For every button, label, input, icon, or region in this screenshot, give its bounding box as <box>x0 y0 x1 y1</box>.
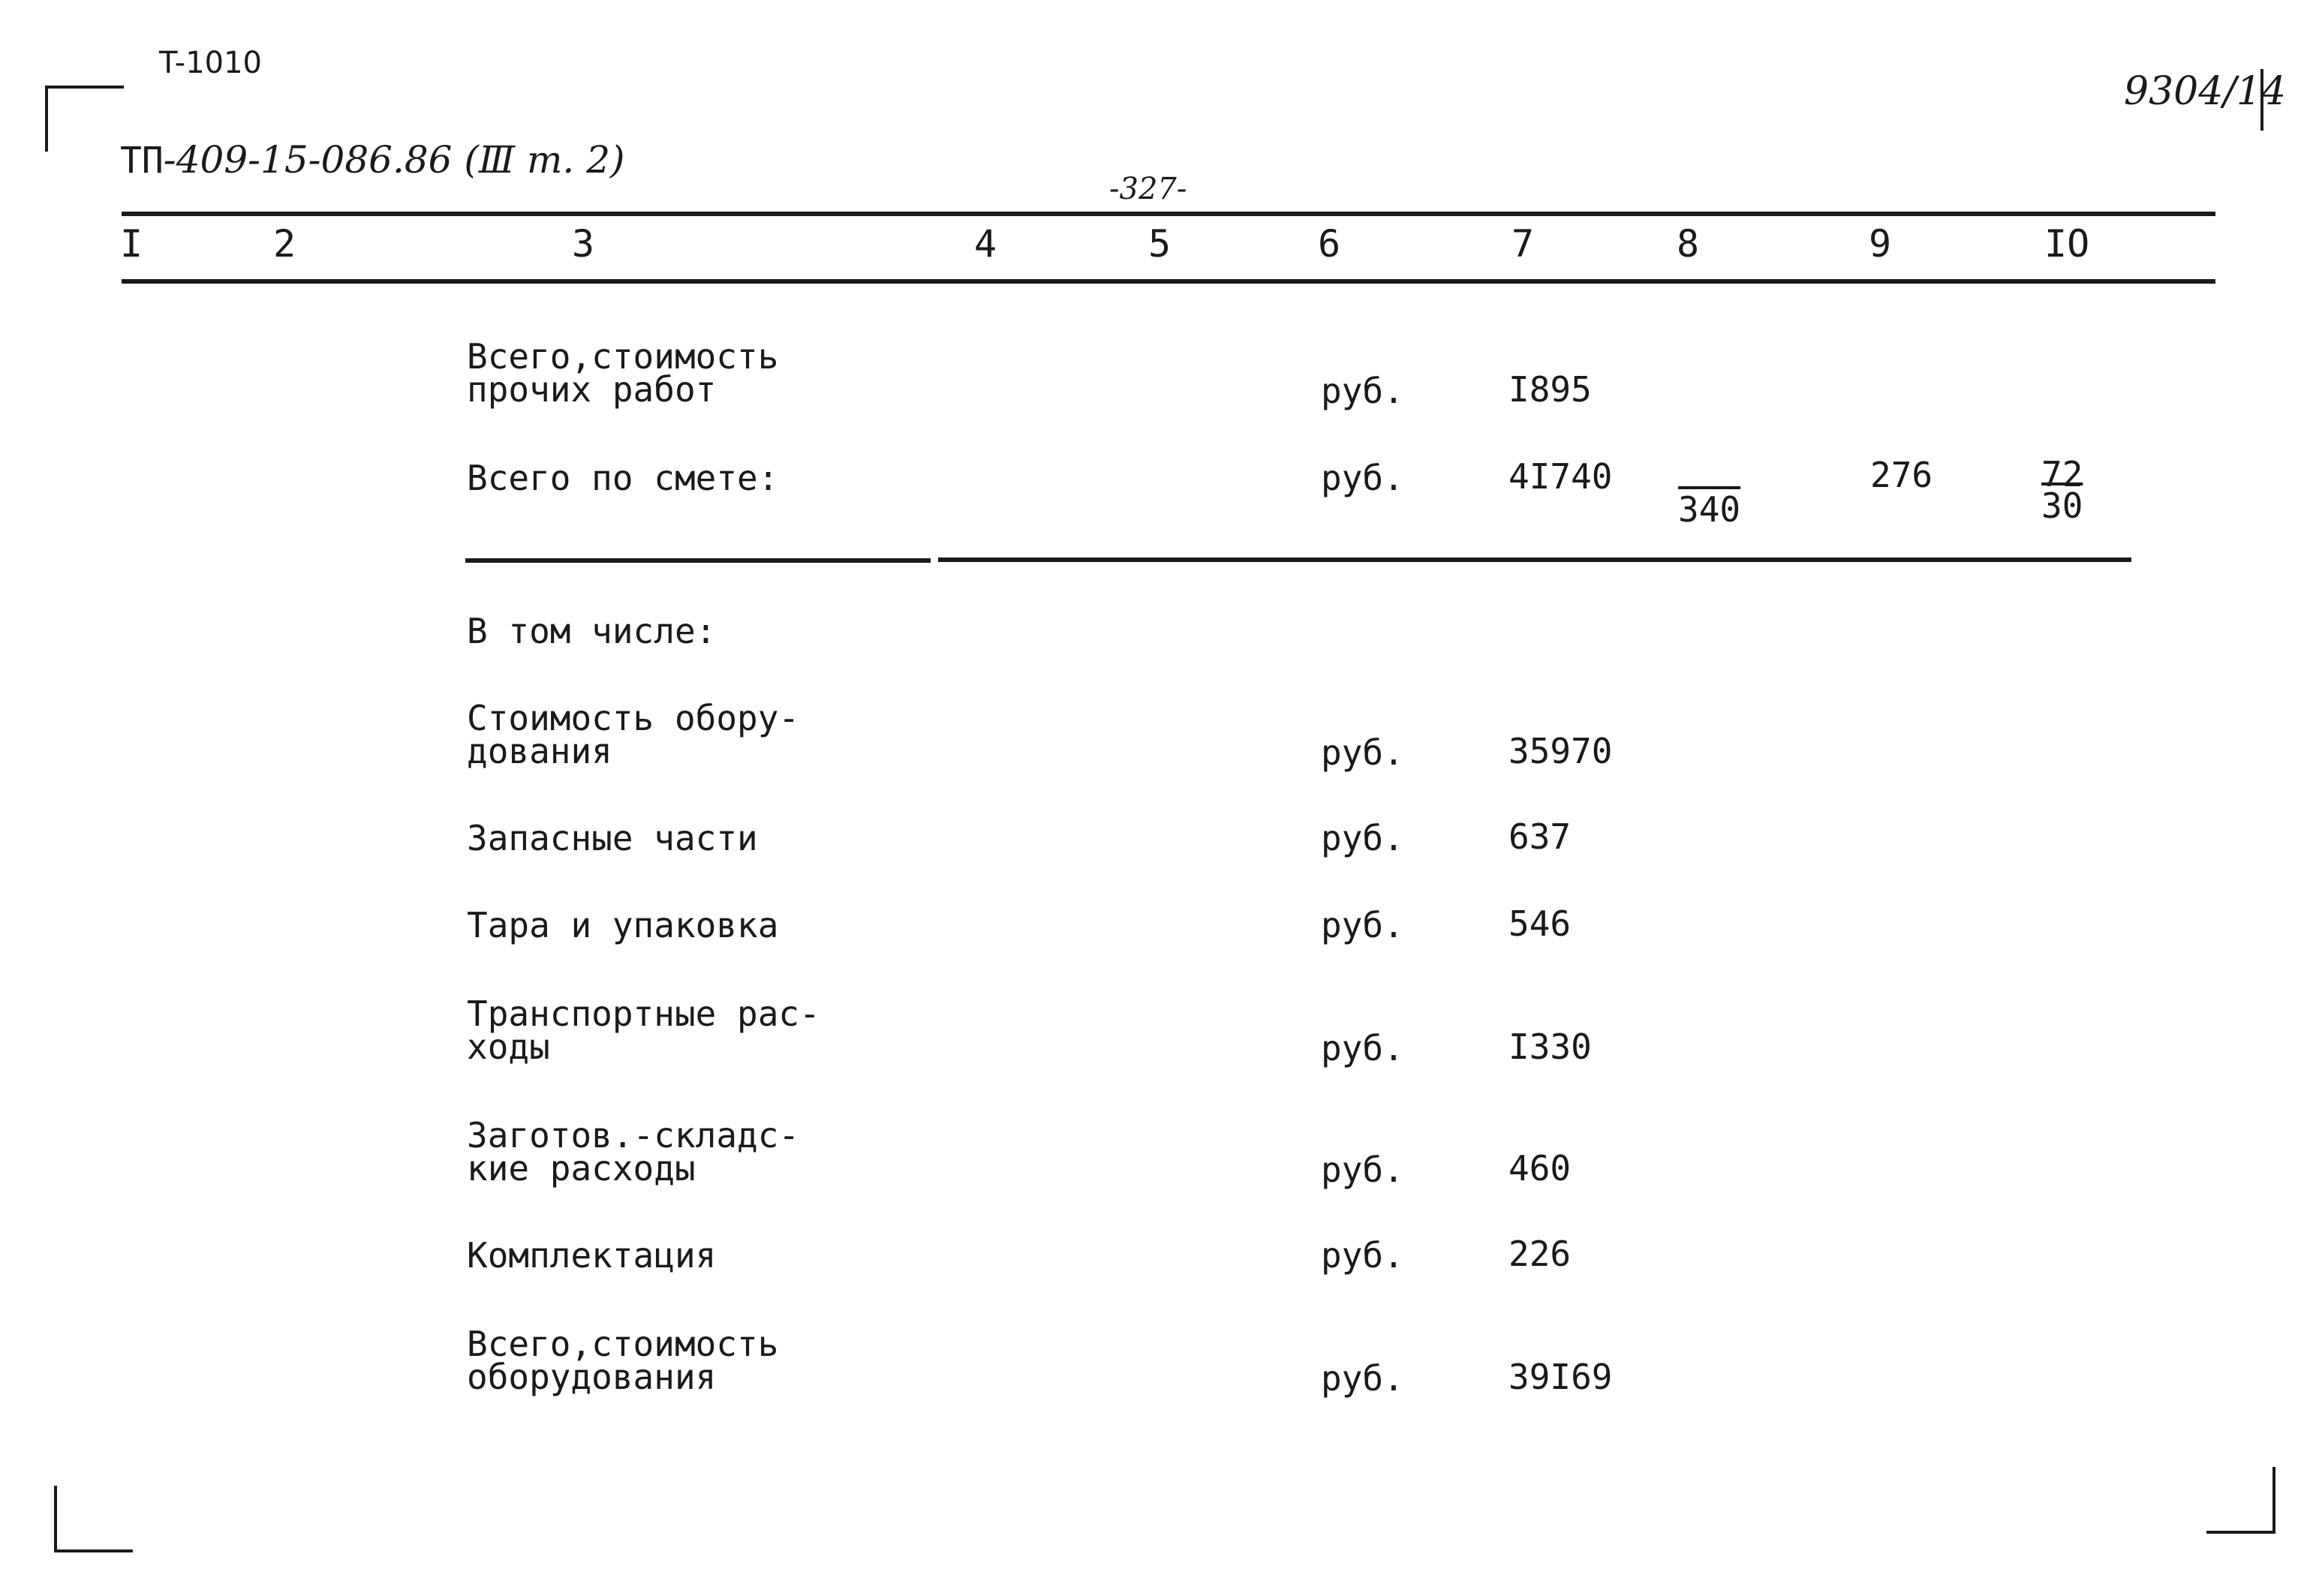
page-number: -327- <box>1109 172 1187 206</box>
row-label: Запасные части <box>467 818 758 858</box>
row-label-line2: прочих работ <box>467 369 717 410</box>
column-number-4: 4 <box>974 222 997 266</box>
row-label-line1: Транспортные рас- <box>467 993 820 1034</box>
corner-mark-top-left-h <box>45 86 124 89</box>
row-unit: руб. <box>1321 371 1404 411</box>
row-value: I895 <box>1508 369 1592 410</box>
total-separator-rule-right <box>938 558 2131 562</box>
row-value: I330 <box>1508 1026 1592 1067</box>
row-label-line1: Стоимость обору- <box>467 698 800 738</box>
row-unit: руб. <box>1321 1358 1404 1399</box>
row-label <box>467 336 779 410</box>
row-col10-denominator: 30 <box>2041 485 2083 526</box>
project-number-handwritten: -409-15-086.86 (Ⅲ т. 2) <box>163 138 625 182</box>
row-unit: руб. <box>1321 1028 1404 1069</box>
project-prefix: ТП <box>120 140 164 182</box>
row-unit: руб. <box>1321 732 1404 773</box>
section-heading: В том числе: <box>467 611 717 651</box>
column-number-10: IO <box>2044 222 2090 266</box>
row-label <box>467 1115 800 1189</box>
row-unit: руб. <box>1321 1235 1404 1276</box>
row-value: 460 <box>1508 1148 1572 1189</box>
row-value: 39I69 <box>1508 1357 1613 1397</box>
column-number-3: 3 <box>572 222 595 266</box>
row-label-line1: Всего,стоимость <box>467 336 779 377</box>
row-col9-value: 276 <box>1870 455 1933 495</box>
row-label <box>467 993 820 1067</box>
archive-number: 9304/14 <box>2124 69 2287 114</box>
row-label-line1: Всего,стоимость <box>467 1324 779 1364</box>
row-unit: руб. <box>1321 458 1404 498</box>
row-label-line2: ходы <box>467 1026 550 1067</box>
row-col8-value: 340 <box>1678 489 1741 530</box>
corner-mark-bottom-right-h <box>2206 1531 2275 1534</box>
column-number-7: 7 <box>1511 222 1535 266</box>
row-value: 35970 <box>1508 731 1613 771</box>
total-separator-rule-left <box>465 558 931 563</box>
row-unit: руб. <box>1321 818 1404 858</box>
column-number-8: 8 <box>1677 222 1700 266</box>
corner-mark-bottom-left-v <box>54 1486 57 1552</box>
row-label: Комплектация <box>467 1235 717 1276</box>
row-unit: руб. <box>1321 1150 1404 1190</box>
project-code <box>120 138 625 182</box>
row-unit: руб. <box>1321 905 1404 945</box>
row-value: 226 <box>1508 1234 1572 1274</box>
row-value: 637 <box>1508 816 1572 857</box>
corner-mark-bottom-left-h <box>54 1549 133 1552</box>
corner-mark-top-left-v <box>45 86 48 152</box>
column-number-1: I <box>120 222 143 266</box>
column-number-5: 5 <box>1148 222 1172 266</box>
row-value: 546 <box>1508 903 1572 944</box>
sheet-code: T-1010 <box>159 46 262 80</box>
row-label <box>467 1324 779 1397</box>
row-label-line2: дования <box>467 731 612 771</box>
table-top-rule <box>122 212 2215 216</box>
row-label: Всего по смете: <box>467 458 779 498</box>
row-label-line1: Заготов.-складс- <box>467 1115 800 1156</box>
row-col10-numerator: 72 <box>2041 454 2083 494</box>
row-value: 4I740 <box>1508 456 1613 497</box>
column-number-2: 2 <box>273 222 296 266</box>
row-label-line2: кие расходы <box>467 1148 696 1189</box>
table-header-bottom-rule <box>122 279 2215 284</box>
column-number-9: 9 <box>1869 222 1892 266</box>
corner-mark-bottom-right-v <box>2272 1467 2275 1534</box>
row-label-line2: оборудования <box>467 1357 717 1397</box>
row-label <box>467 698 800 771</box>
column-number-6: 6 <box>1318 222 1341 266</box>
row-label: Тара и упаковка <box>467 905 779 945</box>
